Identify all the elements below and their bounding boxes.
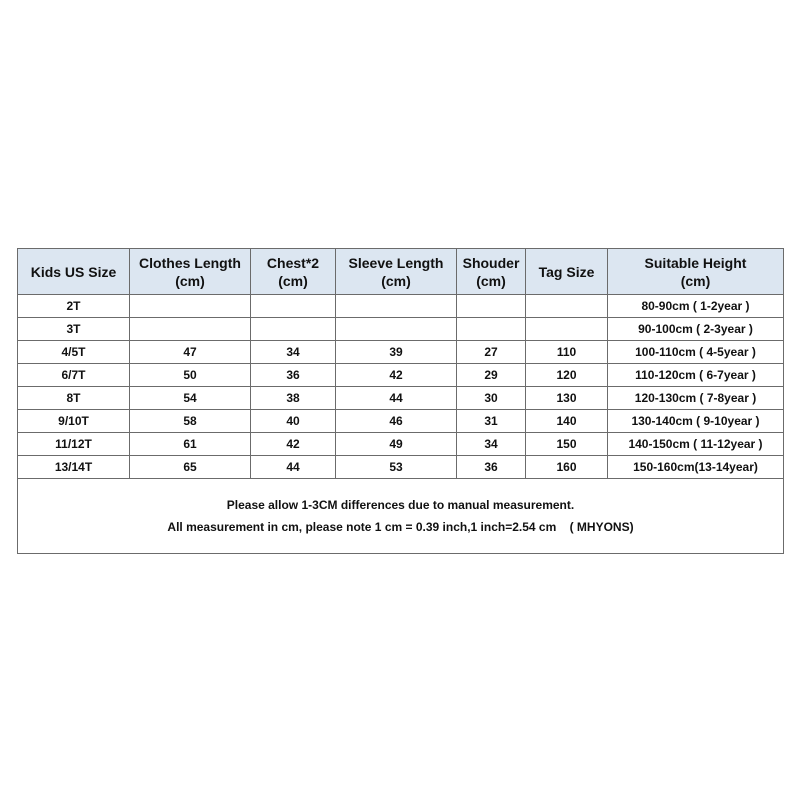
header-sleeve-length <box>336 249 457 295</box>
note-measurement-units: All measurement in cm, please note 1 cm = 0.39 inch,1 inch=2.54 cm ( MHYONS) <box>167 520 634 534</box>
cell-sleeve-length <box>336 295 457 318</box>
cell-shoulder <box>457 295 526 318</box>
cell-size: 3T <box>18 318 130 341</box>
header-chest <box>251 249 336 295</box>
header-text-line: Sleeve Length <box>348 254 444 271</box>
table-header <box>18 249 784 295</box>
cell-chest: 36 <box>251 364 336 387</box>
table-row <box>18 318 784 341</box>
cell-size: 2T <box>18 295 130 318</box>
cell-size: 9/10T <box>18 410 130 433</box>
table-row <box>18 410 784 433</box>
header-text-line: Clothes Length <box>139 254 241 271</box>
cell-shoulder <box>457 318 526 341</box>
cell-size: 13/14T <box>18 456 130 479</box>
cell-chest: 42 <box>251 433 336 456</box>
cell-clothes-length: 58 <box>130 410 251 433</box>
table-row <box>18 364 784 387</box>
notes-cell <box>18 479 784 554</box>
cell-sleeve-length: 53 <box>336 456 457 479</box>
cell-clothes-length: 47 <box>130 341 251 364</box>
cell-tag-size: 110 <box>526 341 608 364</box>
cell-tag-size: 120 <box>526 364 608 387</box>
cell-size: 8T <box>18 387 130 410</box>
cell-tag-size: 150 <box>526 433 608 456</box>
cell-shoulder: 29 <box>457 364 526 387</box>
table-row <box>18 433 784 456</box>
header-text-line: Tag Size <box>538 263 595 280</box>
cell-chest: 38 <box>251 387 336 410</box>
cell-sleeve-length: 39 <box>336 341 457 364</box>
cell-size: 4/5T <box>18 341 130 364</box>
cell-shoulder: 34 <box>457 433 526 456</box>
cell-clothes-length <box>130 295 251 318</box>
cell-shoulder: 31 <box>457 410 526 433</box>
cell-clothes-length: 50 <box>130 364 251 387</box>
cell-suitable-height: 90-100cm ( 2-3year ) <box>608 318 784 341</box>
cell-suitable-height: 130-140cm ( 9-10year ) <box>608 410 784 433</box>
note-differences: Please allow 1-3CM differences due to manual measurement. <box>226 498 575 512</box>
cell-suitable-height: 80-90cm ( 1-2year ) <box>608 295 784 318</box>
cell-tag-size <box>526 318 608 341</box>
cell-chest: 44 <box>251 456 336 479</box>
cell-suitable-height: 120-130cm ( 7-8year ) <box>608 387 784 410</box>
header-row <box>18 249 784 295</box>
cell-suitable-height: 140-150cm ( 11-12year ) <box>608 433 784 456</box>
table-row <box>18 341 784 364</box>
cell-shoulder: 30 <box>457 387 526 410</box>
cell-suitable-height: 100-110cm ( 4-5year ) <box>608 341 784 364</box>
header-text-line: (cm) <box>381 272 411 289</box>
cell-sleeve-length: 49 <box>336 433 457 456</box>
table-row <box>18 295 784 318</box>
header-text-line: Shouder <box>462 254 520 271</box>
header-text-line: (cm) <box>476 272 506 289</box>
header-shoulder <box>457 249 526 295</box>
cell-chest: 34 <box>251 341 336 364</box>
cell-tag-size: 160 <box>526 456 608 479</box>
table-footer <box>18 479 784 554</box>
cell-clothes-length: 54 <box>130 387 251 410</box>
cell-size: 11/12T <box>18 433 130 456</box>
cell-shoulder: 27 <box>457 341 526 364</box>
cell-suitable-height: 110-120cm ( 6-7year ) <box>608 364 784 387</box>
header-tag-size <box>526 249 608 295</box>
cell-clothes-length: 65 <box>130 456 251 479</box>
header-clothes-length <box>130 249 251 295</box>
cell-tag-size: 140 <box>526 410 608 433</box>
table-row <box>18 387 784 410</box>
cell-chest <box>251 318 336 341</box>
cell-suitable-height: 150-160cm(13-14year) <box>608 456 784 479</box>
table-row <box>18 456 784 479</box>
cell-tag-size: 130 <box>526 387 608 410</box>
header-size <box>18 249 130 295</box>
cell-tag-size <box>526 295 608 318</box>
header-text-line: Chest*2 <box>266 254 320 271</box>
header-text-line: (cm) <box>680 272 711 289</box>
cell-sleeve-length: 46 <box>336 410 457 433</box>
cell-clothes-length: 61 <box>130 433 251 456</box>
header-text-line: (cm) <box>278 272 308 289</box>
cell-sleeve-length: 44 <box>336 387 457 410</box>
cell-clothes-length <box>130 318 251 341</box>
cell-chest: 40 <box>251 410 336 433</box>
cell-size: 6/7T <box>18 364 130 387</box>
header-text-line: Suitable Height <box>644 254 747 271</box>
cell-sleeve-length <box>336 318 457 341</box>
notes-row <box>18 479 784 554</box>
size-chart-table <box>17 248 784 554</box>
header-text-line: (cm) <box>175 272 205 289</box>
cell-chest <box>251 295 336 318</box>
cell-shoulder: 36 <box>457 456 526 479</box>
header-suitable-height <box>608 249 784 295</box>
header-text-line: Kids US Size <box>30 263 117 280</box>
cell-sleeve-length: 42 <box>336 364 457 387</box>
table-body <box>18 295 784 479</box>
